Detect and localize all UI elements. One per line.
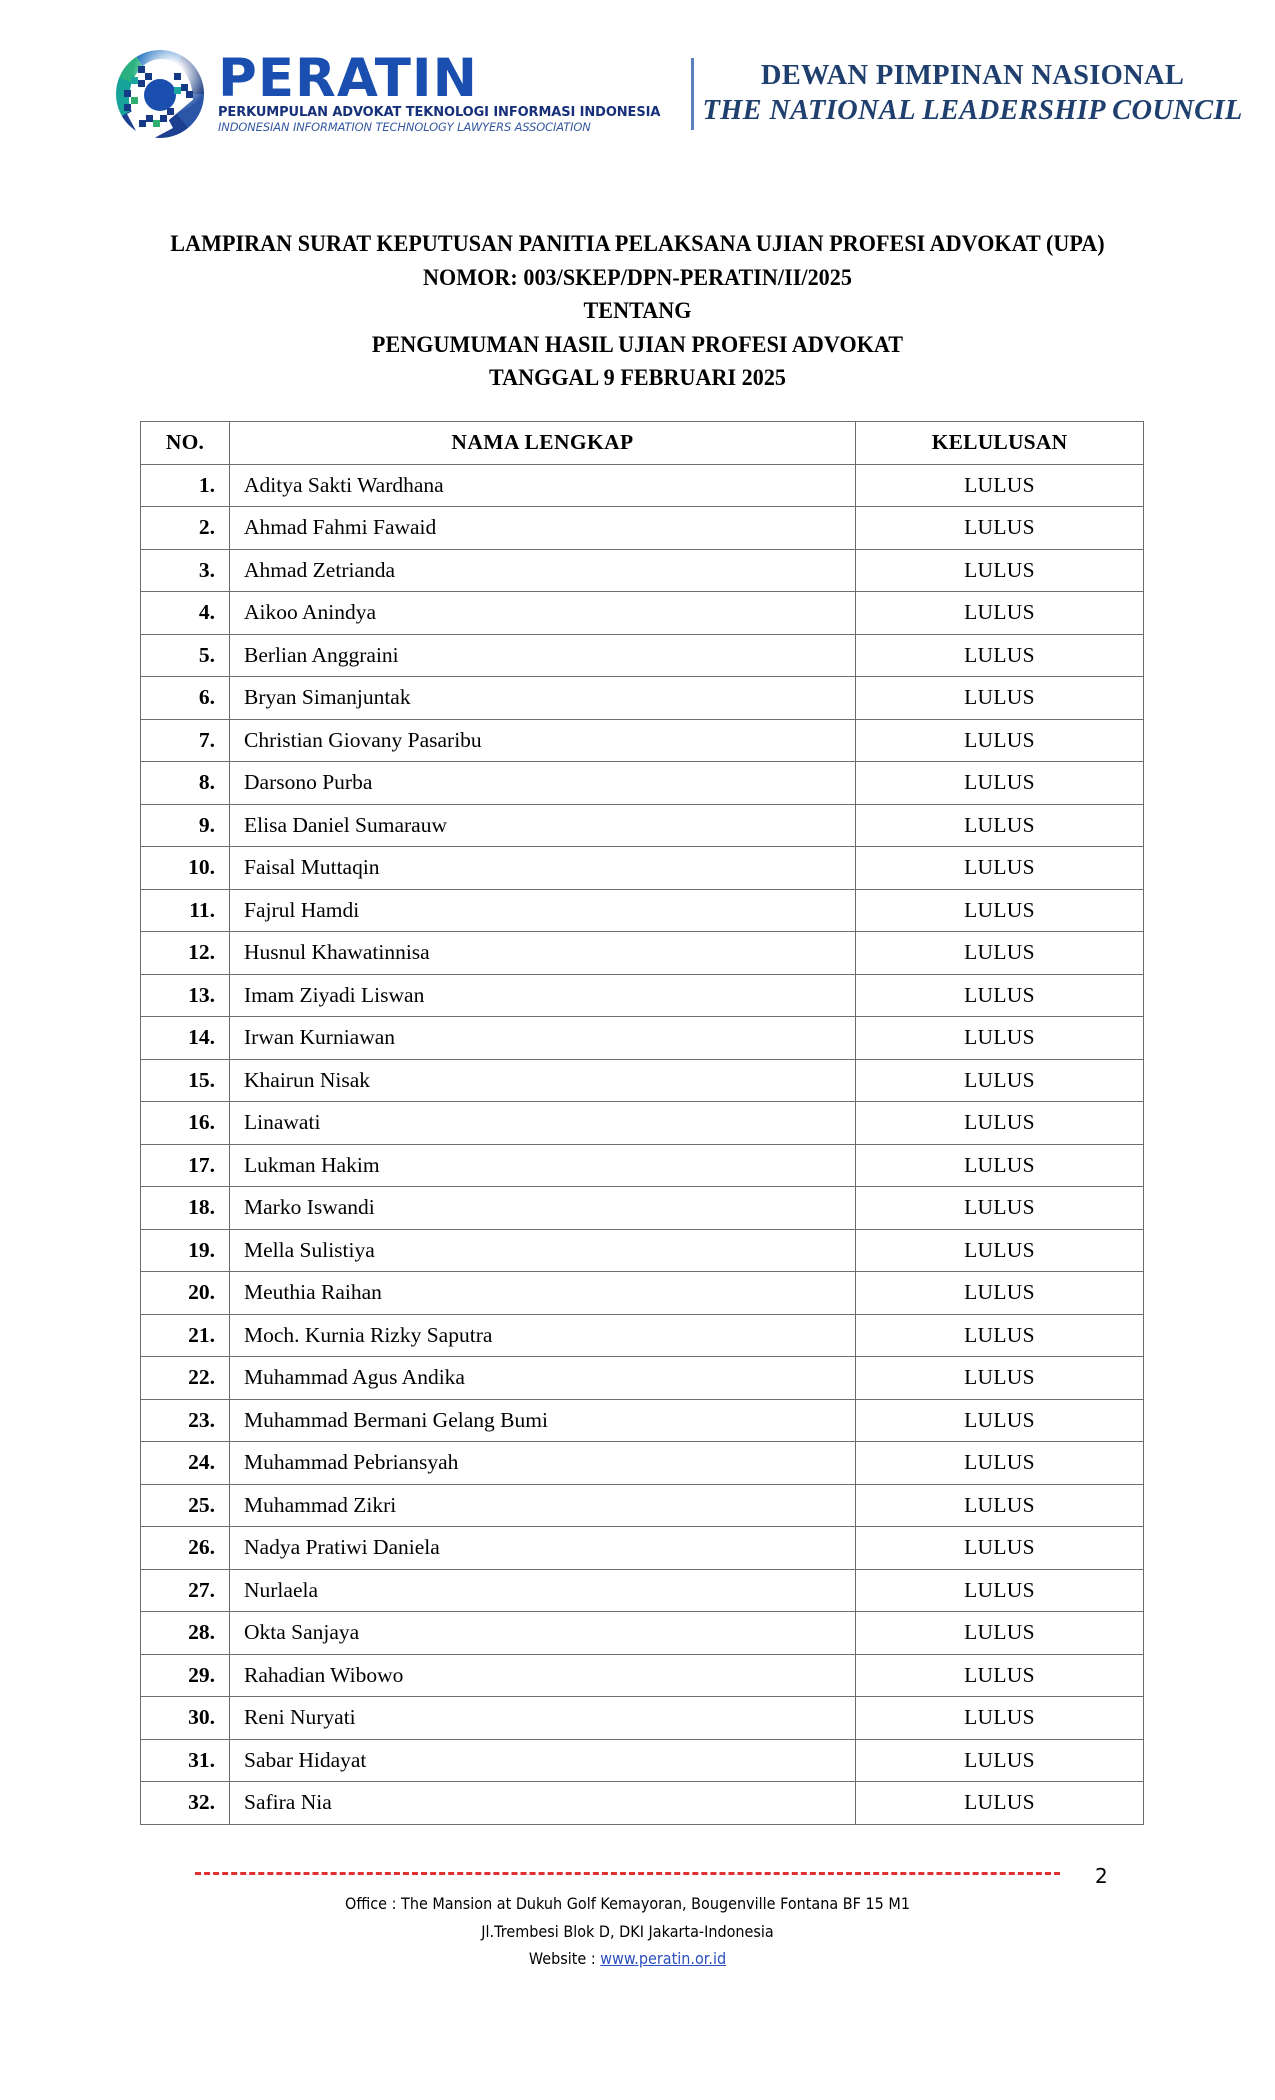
cell-full-name: Muhammad Bermani Gelang Bumi [230,1399,856,1442]
cell-number: 9. [141,804,230,847]
cell-number: 20. [141,1272,230,1315]
cell-full-name: Mella Sulistiya [230,1229,856,1272]
cell-result: LULUS [856,1569,1144,1612]
cell-full-name: Lukman Hakim [230,1144,856,1187]
footer-website-line [238,1945,1017,1973]
cell-full-name: Faisal Muttaqin [230,847,856,890]
council-title-english: THE NATIONAL LEADERSHIP COUNCIL [702,95,1243,126]
footer-website-label: Website : [528,1949,601,1968]
cell-result: LULUS [856,1484,1144,1527]
cell-result: LULUS [856,889,1144,932]
table-row [141,1442,1144,1485]
cell-full-name: Linawati [230,1102,856,1145]
cell-full-name: Nadya Pratiwi Daniela [230,1527,856,1570]
cell-full-name: Marko Iswandi [230,1187,856,1230]
cell-result: LULUS [856,1612,1144,1655]
logo-subtitle-english: INDONESIAN INFORMATION TECHNOLOGY LAWYERS ASSOCIATION [218,120,591,135]
cell-result: LULUS [856,1399,1144,1442]
cell-number: 7. [141,719,230,762]
table-row [141,889,1144,932]
column-header-result: KELULUSAN [856,422,1144,465]
table-row [141,1569,1144,1612]
table-row [141,1612,1144,1655]
table-row [141,1697,1144,1740]
cell-number: 15. [141,1059,230,1102]
letterhead [0,38,1275,150]
table-row [141,1357,1144,1400]
cell-number: 8. [141,762,230,805]
cell-result: LULUS [856,804,1144,847]
cell-result: LULUS [856,847,1144,890]
cell-full-name: Husnul Khawatinnisa [230,932,856,975]
cell-result: LULUS [856,1144,1144,1187]
table-row [141,719,1144,762]
table-header [141,422,1144,465]
cell-number: 21. [141,1314,230,1357]
cell-number: 5. [141,634,230,677]
cell-full-name: Muhammad Zikri [230,1484,856,1527]
cell-result: LULUS [856,932,1144,975]
table-row [141,1527,1144,1570]
cell-result: LULUS [856,762,1144,805]
cell-full-name: Moch. Kurnia Rizky Saputra [230,1314,856,1357]
cell-number: 14. [141,1017,230,1060]
peratin-globe-icon [112,46,208,142]
cell-result: LULUS [856,1187,1144,1230]
cell-full-name: Okta Sanjaya [230,1612,856,1655]
footer-address-line-2: Jl.Trembesi Blok D, DKI Jakarta-Indonesia [481,1921,774,1941]
table-row [141,592,1144,635]
cell-full-name: Nurlaela [230,1569,856,1612]
doc-title-line-4: PENGUMUMAN HASIL UJIAN PROFESI ADVOKAT [371,331,904,358]
cell-result: LULUS [856,1102,1144,1145]
cell-number: 24. [141,1442,230,1485]
cell-full-name: Fajrul Hamdi [230,889,856,932]
table-row [141,974,1144,1017]
table-row [141,1484,1144,1527]
logo-subtitle-indonesian: PERKUMPULAN ADVOKAT TEKNOLOGI INFORMASI INDONESIA [218,105,661,121]
table-row [141,847,1144,890]
cell-result: LULUS [856,464,1144,507]
cell-result: LULUS [856,1654,1144,1697]
table-row [141,1739,1144,1782]
cell-full-name: Ahmad Fahmi Fawaid [230,507,856,550]
cell-number: 25. [141,1484,230,1527]
exam-results-table [140,421,1144,1825]
cell-result: LULUS [856,1697,1144,1740]
cell-full-name: Bryan Simanjuntak [230,677,856,720]
cell-result: LULUS [856,1229,1144,1272]
cell-result: LULUS [856,1442,1144,1485]
table-row [141,804,1144,847]
cell-result: LULUS [856,507,1144,550]
footer-address-line-1: Office : The Mansion at Dukuh Golf Kemayoran, Bougenville Fontana BF 15 M1 [344,1894,911,1913]
table-row [141,1314,1144,1357]
cell-number: 10. [141,847,230,890]
cell-number: 18. [141,1187,230,1230]
table-row [141,677,1144,720]
table-row [141,1102,1144,1145]
letterhead-divider [691,58,694,130]
cell-number: 22. [141,1357,230,1400]
table-row [141,762,1144,805]
cell-number: 12. [141,932,230,975]
cell-full-name: Elisa Daniel Sumarauw [230,804,856,847]
table-body [141,464,1144,1824]
cell-full-name: Berlian Anggraini [230,634,856,677]
doc-title-line-5: TANGGAL 9 FEBRUARI 2025 [488,365,787,391]
cell-number: 4. [141,592,230,635]
cell-full-name: Reni Nuryati [230,1697,856,1740]
cell-number: 30. [141,1697,230,1740]
table-row [141,634,1144,677]
cell-number: 1. [141,464,230,507]
cell-result: LULUS [856,974,1144,1017]
table-row [141,1782,1144,1825]
cell-number: 11. [141,889,230,932]
cell-number: 29. [141,1654,230,1697]
cell-number: 23. [141,1399,230,1442]
cell-number: 31. [141,1739,230,1782]
peratin-logo [112,46,667,142]
table-row [141,1187,1144,1230]
cell-number: 32. [141,1782,230,1825]
cell-full-name: Imam Ziyadi Liswan [230,974,856,1017]
cell-result: LULUS [856,1527,1144,1570]
table-row [141,932,1144,975]
cell-result: LULUS [856,592,1144,635]
letterhead-titles [698,59,1247,129]
cell-result: LULUS [856,1357,1144,1400]
cell-number: 16. [141,1102,230,1145]
cell-full-name: Darsono Purba [230,762,856,805]
cell-result: LULUS [856,634,1144,677]
cell-result: LULUS [856,677,1144,720]
table-row [141,549,1144,592]
table-row [141,1017,1144,1060]
council-title-indonesian: DEWAN PIMPINAN NASIONAL [760,60,1185,92]
cell-full-name: Irwan Kurniawan [230,1017,856,1060]
footer-address [195,1890,1060,1973]
page-number: 2 [1095,1864,1108,1888]
table-row [141,1272,1144,1315]
doc-title-line-3: TENTANG [583,298,692,324]
cell-full-name: Sabar Hidayat [230,1739,856,1782]
cell-result: LULUS [856,1059,1144,1102]
cell-full-name: Aikoo Anindya [230,592,856,635]
cell-number: 3. [141,549,230,592]
cell-full-name: Aditya Sakti Wardhana [230,464,856,507]
logo-wordmark: PERATIN [218,48,478,110]
cell-full-name: Safira Nia [230,1782,856,1825]
cell-number: 17. [141,1144,230,1187]
table-row [141,1399,1144,1442]
table-row [141,1229,1144,1272]
cell-full-name: Rahadian Wibowo [230,1654,856,1697]
cell-number: 13. [141,974,230,1017]
cell-result: LULUS [856,549,1144,592]
cell-result: LULUS [856,1314,1144,1357]
document-title-block [105,228,1170,396]
cell-full-name: Muhammad Agus Andika [230,1357,856,1400]
table-row [141,507,1144,550]
peratin-logo-type [218,48,667,135]
table-row [141,1059,1144,1102]
cell-full-name: Khairun Nisak [230,1059,856,1102]
doc-title-line-2: NOMOR: 003/SKEP/DPN-PERATIN/II/2025 [423,264,852,291]
cell-full-name: Muhammad Pebriansyah [230,1442,856,1485]
doc-title-line-1: LAMPIRAN SURAT KEPUTUSAN PANITIA PELAKSANA UJIAN PROFESI ADVOKAT (UPA) [170,231,1105,257]
cell-result: LULUS [856,1017,1144,1060]
cell-result: LULUS [856,1272,1144,1315]
cell-result: LULUS [856,719,1144,762]
table-row [141,1144,1144,1187]
table-row [141,1654,1144,1697]
cell-full-name: Meuthia Raihan [230,1272,856,1315]
cell-number: 2. [141,507,230,550]
cell-number: 19. [141,1229,230,1272]
footer-website-link[interactable]: www.peratin.or.id [600,1949,727,1968]
table-header-row [141,422,1144,465]
column-header-name: NAMA LENGKAP [230,422,856,465]
table-row [141,464,1144,507]
cell-number: 28. [141,1612,230,1655]
cell-number: 27. [141,1569,230,1612]
column-header-no: NO. [141,422,230,465]
cell-result: LULUS [856,1782,1144,1825]
cell-number: 6. [141,677,230,720]
footer-divider-rule [195,1872,1060,1875]
cell-number: 26. [141,1527,230,1570]
cell-result: LULUS [856,1739,1144,1782]
cell-full-name: Christian Giovany Pasaribu [230,719,856,762]
cell-full-name: Ahmad Zetrianda [230,549,856,592]
